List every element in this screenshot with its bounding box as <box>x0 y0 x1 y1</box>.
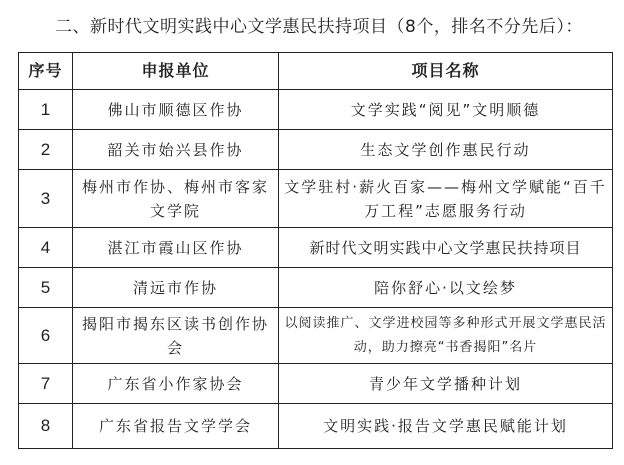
row-project: 生态文学创作惠民行动 <box>279 130 613 170</box>
section-title: 二、新时代文明实践中心文学惠民扶持项目（8个，排名不分先后）： <box>55 17 583 37</box>
row-unit: 广东省报告文学学会 <box>73 404 279 449</box>
row-project: 文学实践“阅见”文明顺德 <box>279 90 613 130</box>
table-header-row <box>19 53 613 90</box>
row-project: 文学驻村·薪火百家——梅州文学赋能“百千万工程”志愿服务行动 <box>279 170 613 228</box>
table-row <box>19 228 613 268</box>
row-project: 新时代文明实践中心文学惠民扶持项目 <box>279 228 613 268</box>
row-project: 青少年文学播种计划 <box>279 364 613 404</box>
row-unit: 揭阳市揭东区读书创作协会 <box>73 308 279 364</box>
table-row <box>19 404 613 449</box>
row-no: 2 <box>19 130 73 170</box>
row-unit: 韶关市始兴县作协 <box>73 130 279 170</box>
row-no: 1 <box>19 90 73 130</box>
row-unit: 佛山市顺德区作协 <box>73 90 279 130</box>
row-no: 7 <box>19 364 73 404</box>
row-project: 文明实践·报告文学惠民赋能计划 <box>279 404 613 449</box>
header-unit: 申报单位 <box>73 53 279 90</box>
table-row <box>19 364 613 404</box>
table-row <box>19 268 613 308</box>
row-project: 以阅读推广、文学进校园等多种形式开展文学惠民活动，助力擦亮“书香揭阳”名片 <box>279 308 613 364</box>
row-no: 6 <box>19 308 73 364</box>
row-project: 陪你舒心·以文绘梦 <box>279 268 613 308</box>
row-unit: 清远市作协 <box>73 268 279 308</box>
table-row <box>19 308 613 364</box>
table-row <box>19 170 613 228</box>
row-no: 8 <box>19 404 73 449</box>
project-table <box>18 52 613 449</box>
header-project: 项目名称 <box>279 53 613 90</box>
table-row <box>19 90 613 130</box>
row-unit: 湛江市霞山区作协 <box>73 228 279 268</box>
table-row <box>19 130 613 170</box>
row-unit: 梅州市作协、梅州市客家文学院 <box>73 170 279 228</box>
header-no: 序号 <box>19 53 73 90</box>
row-unit: 广东省小作家协会 <box>73 364 279 404</box>
row-no: 5 <box>19 268 73 308</box>
row-no: 4 <box>19 228 73 268</box>
row-no: 3 <box>19 170 73 228</box>
